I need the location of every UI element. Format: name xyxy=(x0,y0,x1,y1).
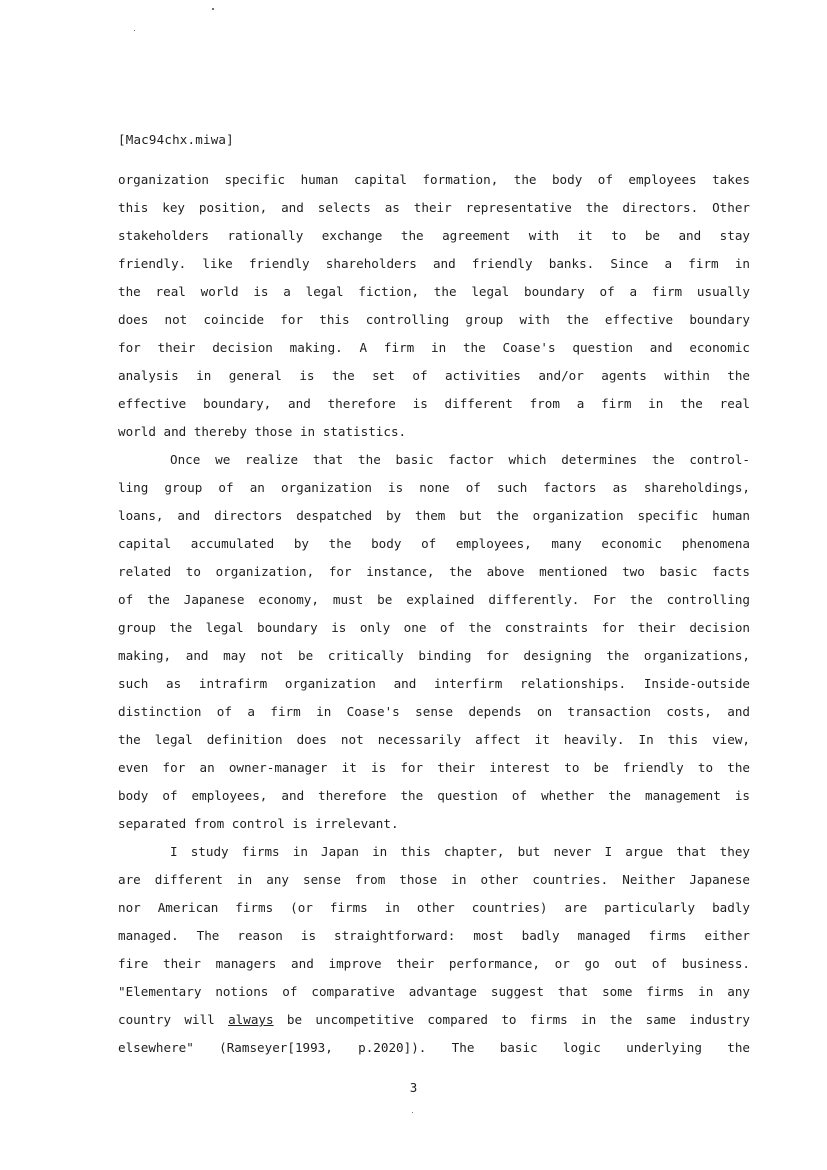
text-segment: country will xyxy=(118,1012,229,1027)
text-segment: be uncompetitive compared to firms in the same industry xyxy=(273,1012,750,1027)
page-number: 3 xyxy=(409,1080,418,1095)
text-line: body of employees, and therefore the question of whether the management is xyxy=(118,788,750,803)
text-line: ling group of an organization is none of such factors as shareholdings, xyxy=(118,480,750,495)
text-line: friendly. like friendly shareholders and friendly banks. Since a firm in xyxy=(118,256,750,271)
text-line: the real world is a legal fiction, the legal boundary of a firm usually xyxy=(118,284,750,299)
text-line: distinction of a firm in Coase's sense depends on transaction costs, and xyxy=(118,704,750,719)
text-line: analysis in general is the set of activities and/or agents within the xyxy=(118,368,750,383)
file-tag: [Mac94chx.miwa] xyxy=(118,132,234,147)
scan-speck xyxy=(412,1112,413,1113)
text-line: group the legal boundary is only one of the constraints for their decision xyxy=(118,620,750,635)
scan-speck xyxy=(212,8,214,10)
text-line: such as intrafirm organization and interfirm relationships. Inside-outside xyxy=(118,676,750,691)
text-line-with-emphasis xyxy=(118,1010,750,1030)
text-line: does not coincide for this controlling group with the effective boundary xyxy=(118,312,750,327)
text-line: capital accumulated by the body of employees, many economic phenomena xyxy=(118,536,750,551)
text-line: fire their managers and improve their performance, or go out of business. xyxy=(118,956,750,971)
text-line: the legal definition does not necessarily affect it heavily. In this view, xyxy=(118,732,750,747)
text-line: of the Japanese economy, must be explained differently. For the controlling xyxy=(118,592,750,607)
paragraph-first-line: Once we realize that the basic factor which determines the control- xyxy=(170,452,750,467)
text-line: elsewhere" (Ramseyer[1993, p.2020]). The basic logic underlying the xyxy=(118,1040,750,1055)
text-line: loans, and directors despatched by them but the organization specific human xyxy=(118,508,750,523)
text-line: even for an owner-manager it is for their interest to be friendly to the xyxy=(118,760,750,775)
text-line: effective boundary, and therefore is different from a firm in the real xyxy=(118,396,750,411)
text-line: organization specific human capital formation, the body of employees takes xyxy=(118,172,750,187)
scan-speck xyxy=(134,30,135,31)
text-line: separated from control is irrelevant. xyxy=(118,816,399,831)
text-line: stakeholders rationally exchange the agreement with it to be and stay xyxy=(118,228,750,243)
text-line: this key position, and selects as their representative the directors. Other xyxy=(118,200,750,215)
text-line: for their decision making. A firm in the Coase's question and economic xyxy=(118,340,750,355)
text-line: world and thereby those in statistics. xyxy=(118,424,407,439)
paragraph-first-line: I study firms in Japan in this chapter, but never I argue that they xyxy=(170,844,750,859)
text-line: "Elementary notions of comparative advantage suggest that some firms in any xyxy=(118,984,750,999)
text-line: are different in any sense from those in other countries. Neither Japanese xyxy=(118,872,750,887)
text-line: making, and may not be critically binding for designing the organizations, xyxy=(118,648,750,663)
text-line: nor American firms (or firms in other countries) are particularly badly xyxy=(118,900,750,915)
text-line: managed. The reason is straightforward: most badly managed firms either xyxy=(118,928,750,943)
text-line: related to organization, for instance, the above mentioned two basic facts xyxy=(118,564,750,579)
underlined-word: always xyxy=(228,1012,274,1027)
